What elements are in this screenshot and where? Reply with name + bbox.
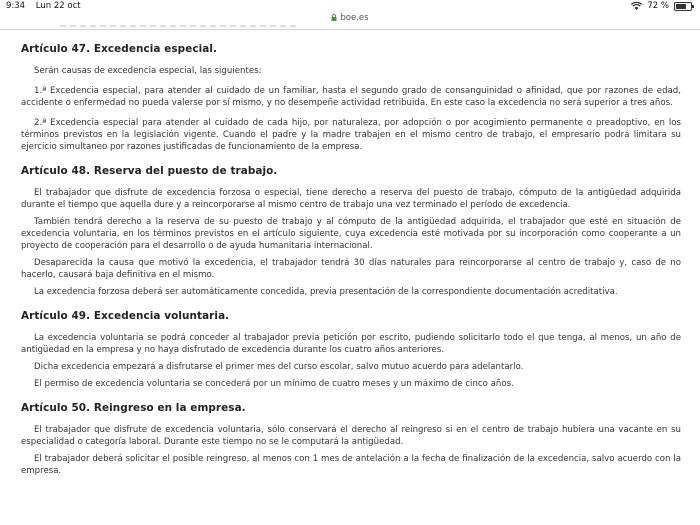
scrolled-content-edge bbox=[0, 25, 700, 30]
status-time: 9:34 bbox=[6, 1, 26, 11]
article-paragraph: La excedencia voluntaria se podrá conceder al trabajador previa petición por escrito, pudiendo solicitarlo todo el que tenga, al menos, un año de antigüedad en la empresa y no haya disfrutado de excedencia durante los cuatro años anteriores. bbox=[21, 333, 681, 355]
address-bar[interactable] bbox=[0, 11, 700, 25]
article-paragraph: También tendrá derecho a la reserva de su puesto de trabajo y al cómputo de la antigüedad adquirida, el trabajador que esté en situación de excedencia voluntaria, en los términos previstos en el artículo siguiente, cuya excedencia esté motivada por su incorporación como cooperante a un proyecto de cooperación para el desarrollo o de ayuda humanitaria internacional. bbox=[21, 217, 681, 251]
url-text: boe.es bbox=[340, 13, 369, 23]
article-title: Artículo 50. Reingreso en la empresa. bbox=[21, 402, 246, 414]
article-title: Artículo 49. Excedencia voluntaria. bbox=[21, 310, 230, 322]
article-paragraph: Serán causas de excedencia especial, las siguientes: bbox=[34, 66, 262, 76]
article-48 bbox=[21, 165, 681, 298]
article-paragraph: El trabajador que disfrute de excedencia voluntaria, sólo conservará el derecho al reingreso si en el centro de trabajo hubiera una vacante en su especialidad o categoría laboral. Durante este tiempo no se le computará la antigüedad. bbox=[21, 425, 681, 447]
article-paragraph: El trabajador que disfrute de excedencia forzosa o especial, tiene derecho a reserva del puesto de trabajo, cómputo de la antigüedad adquirida durante el tiempo que aquella dure y a reincorporarse al mismo centro de trabajo una vez terminado el período de excedencia. bbox=[21, 188, 681, 210]
lock-icon bbox=[331, 14, 337, 21]
battery-icon bbox=[674, 2, 692, 11]
article-paragraph: El trabajador deberá solicitar el posible reingreso, al menos con 1 mes de antelación a la fecha de finalización de la excedencia, salvo acuerdo con la empresa. bbox=[21, 454, 681, 476]
article-paragraph: Desaparecida la causa que motivó la excedencia, el trabajador tendrá 30 días naturales para reincorporarse al centro de trabajo y, caso de no hacerlo, causará baja definitiva en el mismo. bbox=[21, 258, 681, 280]
battery-percent: 72 % bbox=[647, 1, 669, 11]
article-paragraph: Dicha excedencia empezará a disfrutarse el primer mes del curso escolar, salvo mutuo acuerdo para adelantarlo. bbox=[34, 362, 524, 372]
article-paragraph: 1.ª Excedencia especial, para atender al cuidado de un familiar, hasta el segundo grado de consanguinidad o afinidad, que por razones de edad, accidente o enfermedad no pueda valerse por sí mismo, y no desempeñe actividad retribuida. En este caso la excedencia no será superior a tres años. bbox=[21, 86, 681, 108]
article-50 bbox=[21, 402, 681, 477]
wifi-icon bbox=[631, 2, 642, 10]
article-title: Artículo 47. Excedencia especial. bbox=[21, 43, 218, 55]
article-49 bbox=[21, 310, 681, 390]
status-date: Lun 22 oct bbox=[35, 1, 81, 11]
article-paragraph: La excedencia forzosa deberá ser automáticamente concedida, previa presentación de la correspondiente documentación acreditativa. bbox=[34, 287, 618, 297]
article-47 bbox=[21, 43, 681, 153]
document-content bbox=[21, 43, 681, 489]
article-paragraph: El permiso de excedencia voluntaria se concederá por un mínimo de cuatro meses y un máximo de cinco años. bbox=[34, 379, 514, 389]
article-title: Artículo 48. Reserva del puesto de trabajo. bbox=[21, 165, 278, 177]
article-paragraph: 2.ª Excedencia especial para atender al cuidado de cada hijo, por naturaleza, por adopción o por acogimiento permanente o preadoptivo, en los términos previstos en la legislación vigente. Cuando el padre y la madre trabajen en el mismo centro de trabajo, el empresario podrá limitara su ejercicio simultaneo por razones justificadas de funcionamiento de la empresa. bbox=[21, 118, 681, 152]
